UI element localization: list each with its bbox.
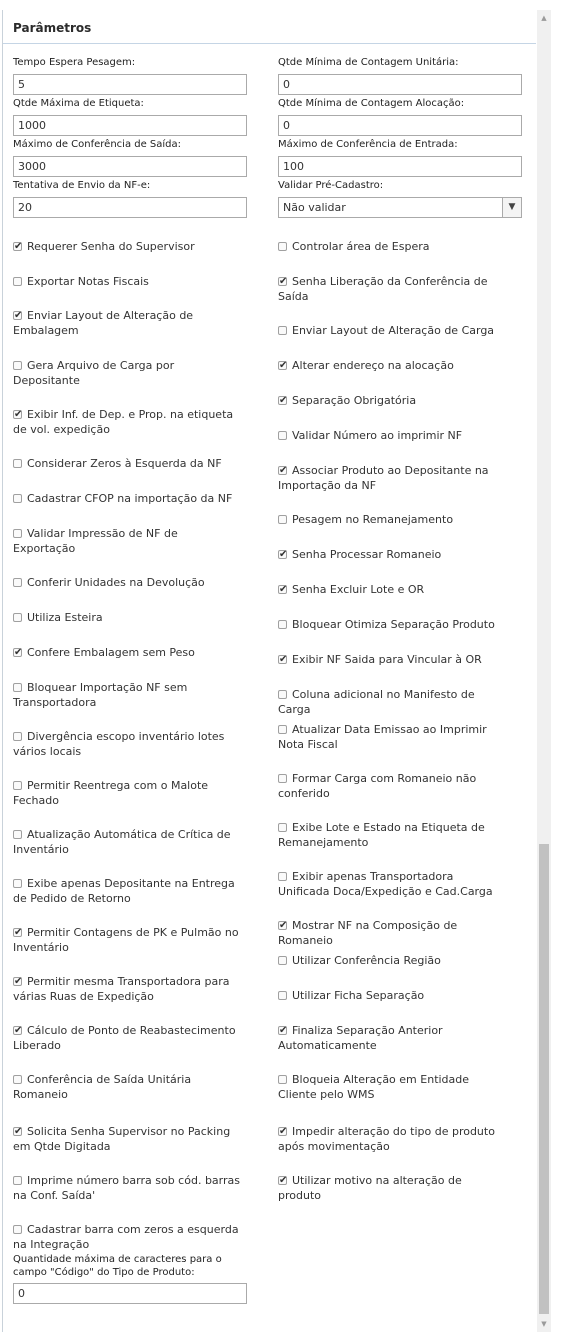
checkbox-unchecked-icon[interactable]	[278, 872, 287, 881]
left-checkbox-11[interactable]	[13, 680, 241, 710]
left-checkbox-20[interactable]	[13, 1124, 241, 1154]
checkbox-unchecked-icon[interactable]	[13, 1075, 22, 1084]
checkbox-unchecked-icon[interactable]	[13, 277, 22, 286]
right-checkbox-12[interactable]	[278, 687, 506, 717]
checkbox-label: Senha Excluir Lote e OR	[292, 583, 425, 596]
checkbox-label: Requerer Senha do Supervisor	[27, 240, 195, 253]
checkbox-unchecked-icon[interactable]	[278, 431, 287, 440]
qtd-max-caracteres-input[interactable]	[13, 1283, 247, 1304]
checkbox-label: Senha Liberação da Conferência de Saída	[278, 275, 488, 303]
left-checkbox-5[interactable]	[13, 456, 241, 471]
checkbox-unchecked-icon[interactable]	[13, 459, 22, 468]
checkbox-unchecked-icon[interactable]	[13, 578, 22, 587]
right-checkbox-7[interactable]	[278, 512, 506, 527]
left-checkbox-8[interactable]	[13, 575, 241, 590]
checkbox-label: Utilizar Conferência Região	[292, 954, 441, 967]
checkbox-label: Validar Impressão de NF de Exportação	[13, 527, 178, 555]
right-checkbox-9[interactable]	[278, 582, 506, 597]
right-checkbox-13[interactable]	[278, 722, 506, 752]
right-checkbox-0[interactable]	[278, 239, 506, 254]
right-checkbox-14[interactable]	[278, 771, 506, 801]
checkbox-checked-icon[interactable]	[278, 585, 287, 594]
checkbox-label: Formar Carga com Romaneio não conferido	[278, 772, 477, 800]
max-conf-saida-label: Máximo de Conferência de Saída:	[13, 139, 182, 150]
checkbox-unchecked-icon[interactable]	[13, 494, 22, 503]
checkbox-checked-icon[interactable]	[278, 1176, 287, 1185]
checkbox-checked-icon[interactable]	[278, 1026, 287, 1035]
chevron-down-icon[interactable]: ▼	[502, 198, 521, 217]
checkbox-checked-icon[interactable]	[13, 311, 22, 320]
scroll-down-arrow-icon[interactable]: ▼	[541, 1320, 547, 1328]
checkbox-label: Exibir Inf. de Dep. e Prop. na etiqueta de vol. expedição	[13, 408, 234, 436]
right-checkbox-15[interactable]	[278, 820, 506, 850]
right-checkbox-11[interactable]	[278, 652, 506, 667]
checkbox-unchecked-icon[interactable]	[13, 613, 22, 622]
checkbox-label: Mostrar NF na Composição de Romaneio	[278, 919, 458, 947]
checkbox-label: Cálculo de Ponto de Reabastecimento Liberado	[13, 1024, 236, 1052]
checkbox-checked-icon[interactable]	[278, 396, 287, 405]
left-checkbox-22[interactable]	[13, 1222, 241, 1252]
left-checkbox-21[interactable]	[13, 1173, 241, 1203]
checkbox-label: Cadastrar CFOP na importação da NF	[27, 492, 233, 505]
checkbox-label: Permitir Contagens de PK e Pulmão no Inventário	[13, 926, 239, 954]
left-checkbox-18[interactable]	[13, 1023, 241, 1053]
checkbox-unchecked-icon[interactable]	[278, 326, 287, 335]
qtde-min-alocacao-label: Qtde Mínima de Contagem Alocação:	[278, 98, 465, 109]
qtde-min-alocacao-input[interactable]	[278, 115, 522, 136]
checkbox-label: Utilizar motivo na alteração de produto	[278, 1174, 462, 1202]
vertical-scrollbar[interactable]	[537, 10, 551, 1332]
qtde-min-unit-input[interactable]	[278, 74, 522, 95]
checkbox-unchecked-icon[interactable]	[278, 515, 287, 524]
checkbox-label: Utiliza Esteira	[27, 611, 103, 624]
checkbox-label: Exportar Notas Fiscais	[27, 275, 149, 288]
checkbox-checked-icon[interactable]	[13, 928, 22, 937]
right-checkbox-1[interactable]	[278, 274, 506, 304]
checkbox-label: Divergência escopo inventário lotes vários locais	[13, 730, 225, 758]
checkbox-label: Imprime número barra sob cód. barras na Conf. Saída'	[13, 1174, 240, 1202]
checkbox-unchecked-icon[interactable]	[13, 732, 22, 741]
right-checkbox-2[interactable]	[278, 323, 506, 338]
checkbox-checked-icon[interactable]	[13, 242, 22, 251]
panel-title: Parâmetros	[3, 10, 536, 44]
checkbox-label: Gera Arquivo de Carga por Depositante	[13, 359, 175, 387]
checkbox-unchecked-icon[interactable]	[278, 823, 287, 832]
right-checkbox-8[interactable]	[278, 547, 506, 562]
left-checkbox-4[interactable]	[13, 407, 241, 437]
checkbox-checked-icon[interactable]	[278, 921, 287, 930]
right-checkbox-10[interactable]	[278, 617, 506, 632]
checkbox-checked-icon[interactable]	[13, 648, 22, 657]
checkbox-label: Exibir NF Saida para Vincular à OR	[292, 653, 482, 666]
checkbox-unchecked-icon[interactable]	[278, 725, 287, 734]
checkbox-label: Coluna adicional no Manifesto de Carga	[278, 688, 475, 716]
validar-pre-cadastro-label: Validar Pré-Cadastro:	[278, 180, 384, 191]
tempo-espera-label: Tempo Espera Pesagem:	[13, 57, 136, 68]
validar-pre-cadastro-select[interactable]	[278, 197, 522, 218]
left-checkbox-16[interactable]	[13, 925, 241, 955]
checkbox-label: Separação Obrigatória	[292, 394, 417, 407]
right-checkbox-4[interactable]	[278, 393, 506, 408]
left-checkbox-19[interactable]	[13, 1072, 241, 1102]
left-checkbox-17[interactable]	[13, 974, 241, 1004]
checkbox-checked-icon[interactable]	[278, 1127, 287, 1136]
left-checkbox-10[interactable]	[13, 645, 241, 660]
checkbox-unchecked-icon[interactable]	[13, 830, 22, 839]
parametros-panel	[2, 10, 536, 1332]
checkbox-label: Controlar área de Espera	[292, 240, 430, 253]
right-checkbox-6[interactable]	[278, 463, 506, 493]
checkbox-label: Finaliza Separação Anterior Automaticamente	[278, 1024, 443, 1052]
checkbox-label: Alterar endereço na alocação	[292, 359, 454, 372]
checkbox-unchecked-icon[interactable]	[278, 774, 287, 783]
checkbox-unchecked-icon[interactable]	[278, 991, 287, 1000]
left-checkbox-13[interactable]	[13, 778, 241, 808]
checkbox-label: Exibir apenas Transportadora Unificada Doca/Expedição e Cad.Carga	[278, 870, 493, 898]
left-checkbox-7[interactable]	[13, 526, 241, 556]
left-checkbox-6[interactable]	[13, 491, 241, 506]
checkbox-unchecked-icon[interactable]	[278, 242, 287, 251]
right-checkbox-23[interactable]	[278, 1173, 506, 1203]
right-checkbox-22[interactable]	[278, 1124, 506, 1154]
checkbox-label: Bloquear Otimiza Separação Produto	[292, 618, 495, 631]
checkbox-label: Associar Produto ao Depositante na Importação da NF	[278, 464, 489, 492]
checkbox-unchecked-icon[interactable]	[13, 1225, 22, 1234]
scrollbar-thumb[interactable]	[539, 844, 549, 1314]
checkbox-label: Pesagem no Remanejamento	[292, 513, 454, 526]
checkbox-unchecked-icon[interactable]	[278, 1075, 287, 1084]
qtde-min-unit-label: Qtde Mínima de Contagem Unitária:	[278, 57, 459, 68]
qtde-max-etiqueta-input[interactable]	[13, 115, 247, 136]
checkbox-label: Conferir Unidades na Devolução	[27, 576, 205, 589]
checkbox-checked-icon[interactable]	[13, 1026, 22, 1035]
validar-pre-cadastro-value: Não validar	[283, 201, 346, 214]
checkbox-unchecked-icon[interactable]	[13, 1176, 22, 1185]
checkbox-label: Conferência de Saída Unitária Romaneio	[13, 1073, 192, 1101]
checkbox-unchecked-icon[interactable]	[13, 529, 22, 538]
right-checkbox-19[interactable]	[278, 988, 506, 1003]
right-checkbox-5[interactable]	[278, 428, 506, 443]
right-checkbox-16[interactable]	[278, 869, 506, 899]
checkbox-label: Senha Processar Romaneio	[292, 548, 442, 561]
left-checkbox-1[interactable]	[13, 274, 241, 289]
checkbox-label: Atualização Automática de Crítica de Inventário	[13, 828, 231, 856]
checkbox-label: Cadastrar barra com zeros a esquerda na Integração	[13, 1223, 239, 1251]
checkbox-checked-icon[interactable]	[278, 361, 287, 370]
right-checkbox-3[interactable]	[278, 358, 506, 373]
right-checkbox-18[interactable]	[278, 953, 506, 968]
checkbox-label: Exibe apenas Depositante na Entrega de Pedido de Retorno	[13, 877, 235, 905]
checkbox-checked-icon[interactable]	[278, 550, 287, 559]
left-checkbox-9[interactable]	[13, 610, 241, 625]
checkbox-checked-icon[interactable]	[13, 1127, 22, 1136]
checkbox-label: Permitir Reentrega com o Malote Fechado	[13, 779, 209, 807]
right-checkbox-21[interactable]	[278, 1072, 506, 1102]
checkbox-unchecked-icon[interactable]	[13, 683, 22, 692]
checkbox-label: Impedir alteração do tipo de produto após movimentação	[278, 1125, 495, 1153]
checkbox-label: Utilizar Ficha Separação	[292, 989, 425, 1002]
checkbox-unchecked-icon[interactable]	[13, 781, 22, 790]
left-checkbox-15[interactable]	[13, 876, 241, 906]
checkbox-label: Bloquear Importação NF sem Transportadora	[13, 681, 188, 709]
checkbox-unchecked-icon[interactable]	[13, 879, 22, 888]
left-checkbox-14[interactable]	[13, 827, 241, 857]
checkbox-checked-icon[interactable]	[13, 410, 22, 419]
left-checkbox-3[interactable]	[13, 358, 241, 388]
right-checkbox-17[interactable]	[278, 918, 506, 948]
tentativa-nfe-label: Tentativa de Envio da NF-e:	[13, 180, 151, 191]
checkbox-checked-icon[interactable]	[278, 466, 287, 475]
checkbox-label: Confere Embalagem sem Peso	[27, 646, 195, 659]
checkbox-label: Validar Número ao imprimir NF	[292, 429, 463, 442]
tentativa-nfe-input[interactable]	[13, 197, 247, 218]
max-conf-entrada-input[interactable]	[278, 156, 522, 177]
scroll-up-arrow-icon[interactable]: ▲	[541, 14, 547, 22]
checkbox-label: Permitir mesma Transportadora para várias Ruas de Expedição	[13, 975, 230, 1003]
left-checkbox-12[interactable]	[13, 729, 241, 759]
checkbox-unchecked-icon[interactable]	[13, 361, 22, 370]
checkbox-checked-icon[interactable]	[13, 977, 22, 986]
right-checkbox-20[interactable]	[278, 1023, 506, 1053]
checkbox-label: Considerar Zeros à Esquerda da NF	[27, 457, 222, 470]
max-conf-entrada-label: Máximo de Conferência de Entrada:	[278, 139, 458, 150]
checkbox-unchecked-icon[interactable]	[278, 690, 287, 699]
checkbox-label: Exibe Lote e Estado na Etiqueta de Remanejamento	[278, 821, 485, 849]
tempo-espera-input[interactable]	[13, 74, 247, 95]
checkbox-label: Enviar Layout de Alteração de Embalagem	[13, 309, 194, 337]
checkbox-checked-icon[interactable]	[278, 277, 287, 286]
checkbox-unchecked-icon[interactable]	[278, 956, 287, 965]
checkbox-label: Enviar Layout de Alteração de Carga	[292, 324, 495, 337]
left-checkbox-0[interactable]	[13, 239, 241, 254]
qtd-max-caracteres-label: Quantidade máxima de caracteres para o campo "Código" do Tipo de Produto:	[13, 1254, 222, 1278]
checkbox-checked-icon[interactable]	[278, 655, 287, 664]
qtde-max-etiqueta-label: Qtde Máxima de Etiqueta:	[13, 98, 144, 109]
max-conf-saida-input[interactable]	[13, 156, 247, 177]
checkbox-label: Bloqueia Alteração em Entidade Cliente pelo WMS	[278, 1073, 470, 1101]
checkbox-label: Atualizar Data Emissao ao Imprimir Nota Fiscal	[278, 723, 487, 751]
checkbox-label: Solicita Senha Supervisor no Packing em Qtde Digitada	[13, 1125, 231, 1153]
checkbox-unchecked-icon[interactable]	[278, 620, 287, 629]
left-checkbox-2[interactable]	[13, 308, 241, 338]
